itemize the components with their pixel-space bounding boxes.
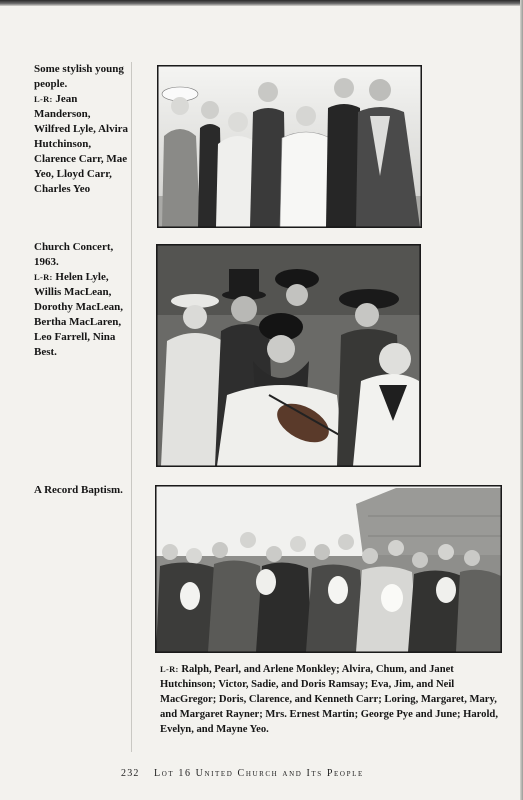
lr-label: L-R: (34, 272, 53, 282)
page-number: 232 (121, 768, 140, 779)
photo-record-baptism (155, 485, 502, 653)
caption-names-block (34, 93, 128, 195)
lr-label: L-R: (34, 94, 53, 104)
caption-record-baptism (34, 483, 129, 498)
caption-names: Jean Manderson, Wilfred Lyle, Alvira Hutchinson, Clarence Carr, Mae Yeo, Lloyd Carr, Charles Yeo (34, 93, 129, 195)
page-top-edge (0, 0, 523, 6)
caption-names-block (34, 271, 123, 358)
lr-label: L-R: (160, 664, 179, 674)
running-head: Lot 16 United Church and Its People (154, 768, 364, 779)
caption-title: Church Concert, 1963. (34, 241, 114, 268)
caption-church-concert (34, 240, 129, 360)
caption-names: Helen Lyle, Willis MacLean, Dorothy MacLean, Bertha MacLaren, Leo Farrell, Nina Best. (34, 271, 124, 358)
caption-title: A Record Baptism. (34, 484, 123, 496)
caption-stylish-young-people (34, 62, 129, 197)
caption-title: Some stylish young people. (34, 63, 124, 90)
baptism-names: Ralph, Pearl, and Arlene Monkley; Alvira, Chum, and Janet Hutchinson; Victor, Sadie, and Doris Ramsay; Eva, Jim, and Neil MacGregor; Doris, Clarence, and Kenneth Carr; Loring, Margaret, Mary, and Margaret Rayner; Mrs. Ernest Martin; George Pye and June; Harold, Evelyn, and Mayne Yeo. (160, 664, 498, 735)
photo-stylish-young-people (157, 65, 422, 228)
photo-church-concert (156, 244, 421, 467)
baptism-names-caption (160, 662, 498, 737)
column-divider (131, 62, 132, 752)
